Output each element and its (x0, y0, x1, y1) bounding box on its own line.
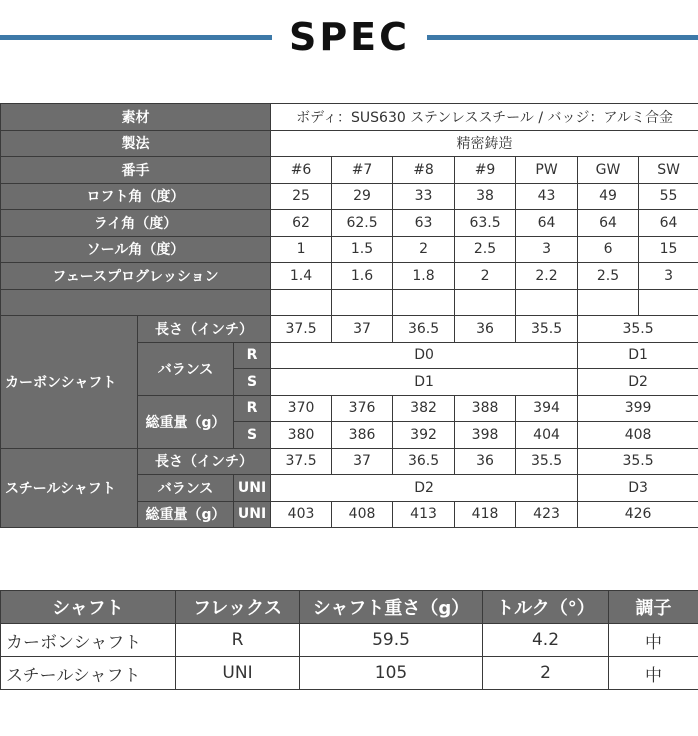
face-progression-label: フェースプログレッション (1, 263, 271, 290)
fp-cell: 1.4 (271, 263, 332, 290)
lie-cell: 63 (393, 210, 455, 237)
sole-cell: 2.5 (455, 236, 516, 263)
flex-uni-label: UNI (234, 501, 271, 528)
material-value: ボディ：SUS630 ステンレススチール / バッジ：アルミ合金 (271, 104, 698, 131)
lie-cell: 62 (271, 210, 332, 237)
carbon-balance-s-cell: D1 (271, 369, 578, 396)
carbon-shaft-label: カーボンシャフト (1, 316, 138, 449)
face-progression-row (1, 263, 698, 290)
sole-cell: 3 (516, 236, 578, 263)
carbon-weight-r-cell: 399 (578, 395, 698, 422)
kickpoint-col-header: 調子 (609, 591, 698, 624)
steel-balance-cell: D3 (578, 475, 698, 502)
carbon-weight-s-cell: 398 (455, 422, 516, 449)
fp-cell: 3 (639, 263, 698, 290)
method-label: 製法 (1, 130, 271, 157)
flex-r-label: R (234, 342, 271, 369)
carbon-length-row (1, 316, 698, 343)
steel-weight-label: 総重量（g） (138, 501, 234, 528)
number-label: 番手 (1, 157, 271, 184)
flex-s-label: S (234, 422, 271, 449)
number-cell: #8 (393, 157, 455, 184)
number-cell: GW (578, 157, 639, 184)
blank-cell (455, 289, 516, 316)
carbon-weight-r-cell: 370 (271, 395, 332, 422)
loft-cell: 33 (393, 183, 455, 210)
sole-label: ソール角（度） (1, 236, 271, 263)
carbon-weight-s-cell: 408 (578, 422, 698, 449)
carbon-length-cell: 37.5 (271, 316, 332, 343)
steel-length-cell: 37 (332, 448, 393, 475)
blank-cell (516, 289, 578, 316)
blank-cell (639, 289, 698, 316)
number-cell: SW (639, 157, 698, 184)
loft-row (1, 183, 698, 210)
sole-cell: 1.5 (332, 236, 393, 263)
loft-cell: 38 (455, 183, 516, 210)
method-value: 精密鋳造 (271, 130, 698, 157)
steel-length-cell: 36 (455, 448, 516, 475)
number-cell: #6 (271, 157, 332, 184)
steel-shaft-label: スチールシャフト (1, 448, 138, 528)
flex-r-label: R (234, 395, 271, 422)
carbon-balance-r-cell: D1 (578, 342, 698, 369)
carbon-length-cell: 36 (455, 316, 516, 343)
steel-weight-cell: 418 (455, 501, 516, 528)
carbon-weight-label: 総重量（g） (138, 395, 234, 448)
number-cell: PW (516, 157, 578, 184)
lie-cell: 64 (639, 210, 698, 237)
steel-length-cell: 37.5 (271, 448, 332, 475)
steel-balance-label: バランス (138, 475, 234, 502)
lie-cell: 63.5 (455, 210, 516, 237)
spec-table (0, 103, 698, 528)
material-label: 素材 (1, 104, 271, 131)
lie-label: ライ角（度） (1, 210, 271, 237)
number-row (1, 157, 698, 184)
loft-cell: 29 (332, 183, 393, 210)
sole-cell: 15 (639, 236, 698, 263)
carbon-length-cell: 36.5 (393, 316, 455, 343)
carbon-weight-s-cell: 404 (516, 422, 578, 449)
flex-cell: UNI (176, 657, 300, 690)
method-row (1, 130, 698, 157)
lie-cell: 62.5 (332, 210, 393, 237)
steel-length-cell: 35.5 (578, 448, 698, 475)
weight-cell: 59.5 (300, 624, 483, 657)
blank-label (1, 289, 271, 316)
steel-weight-cell: 413 (393, 501, 455, 528)
shaft-name-cell: カーボンシャフト (1, 624, 176, 657)
steel-weight-cell: 403 (271, 501, 332, 528)
kickpoint-cell: 中 (609, 657, 698, 690)
shaft-table (0, 590, 698, 690)
torque-cell: 4.2 (483, 624, 609, 657)
loft-cell: 43 (516, 183, 578, 210)
blank-cell (271, 289, 332, 316)
flex-col-header: フレックス (176, 591, 300, 624)
carbon-weight-r-cell: 394 (516, 395, 578, 422)
blank-row (1, 289, 698, 316)
page-title: SPEC (288, 15, 411, 59)
lie-row (1, 210, 698, 237)
flex-cell: R (176, 624, 300, 657)
number-cell: #7 (332, 157, 393, 184)
shaft-col-header: シャフト (1, 591, 176, 624)
kickpoint-cell: 中 (609, 624, 698, 657)
heading-rule-right (427, 35, 698, 40)
carbon-balance-s-cell: D2 (578, 369, 698, 396)
carbon-weight-s-cell: 392 (393, 422, 455, 449)
steel-balance-cell: D2 (271, 475, 578, 502)
loft-cell: 25 (271, 183, 332, 210)
carbon-weight-r-cell: 382 (393, 395, 455, 422)
steel-weight-cell: 426 (578, 501, 698, 528)
carbon-weight-r-cell: 388 (455, 395, 516, 422)
blank-cell (332, 289, 393, 316)
steel-weight-cell: 423 (516, 501, 578, 528)
material-row (1, 104, 698, 131)
steel-length-cell: 36.5 (393, 448, 455, 475)
weight-cell: 105 (300, 657, 483, 690)
fp-cell: 2 (455, 263, 516, 290)
carbon-length-label: 長さ（インチ） (138, 316, 271, 343)
fp-cell: 1.6 (332, 263, 393, 290)
blank-cell (393, 289, 455, 316)
steel-length-cell: 35.5 (516, 448, 578, 475)
flex-uni-label: UNI (234, 475, 271, 502)
lie-cell: 64 (578, 210, 639, 237)
loft-cell: 49 (578, 183, 639, 210)
carbon-balance-label: バランス (138, 342, 234, 395)
carbon-weight-s-cell: 386 (332, 422, 393, 449)
carbon-length-cell: 35.5 (578, 316, 698, 343)
lie-cell: 64 (516, 210, 578, 237)
weight-col-header: シャフト重さ（g） (300, 591, 483, 624)
loft-label: ロフト角（度） (1, 183, 271, 210)
sole-cell: 2 (393, 236, 455, 263)
fp-cell: 1.8 (393, 263, 455, 290)
shaft-name-cell: スチールシャフト (1, 657, 176, 690)
carbon-length-cell: 35.5 (516, 316, 578, 343)
number-cell: #9 (455, 157, 516, 184)
sole-row (1, 236, 698, 263)
blank-cell (578, 289, 639, 316)
flex-s-label: S (234, 369, 271, 396)
fp-cell: 2.2 (516, 263, 578, 290)
sole-cell: 6 (578, 236, 639, 263)
torque-cell: 2 (483, 657, 609, 690)
heading-rule-left (0, 35, 272, 40)
sole-cell: 1 (271, 236, 332, 263)
spec-heading-bar (0, 0, 698, 80)
carbon-weight-s-cell: 380 (271, 422, 332, 449)
carbon-weight-r-cell: 376 (332, 395, 393, 422)
carbon-balance-r-cell: D0 (271, 342, 578, 369)
carbon-length-cell: 37 (332, 316, 393, 343)
steel-length-label: 長さ（インチ） (138, 448, 271, 475)
fp-cell: 2.5 (578, 263, 639, 290)
table-row (1, 624, 698, 657)
loft-cell: 55 (639, 183, 698, 210)
steel-length-row (1, 448, 698, 475)
shaft-header-row (1, 591, 698, 624)
steel-weight-cell: 408 (332, 501, 393, 528)
table-row (1, 657, 698, 690)
torque-col-header: トルク（°） (483, 591, 609, 624)
